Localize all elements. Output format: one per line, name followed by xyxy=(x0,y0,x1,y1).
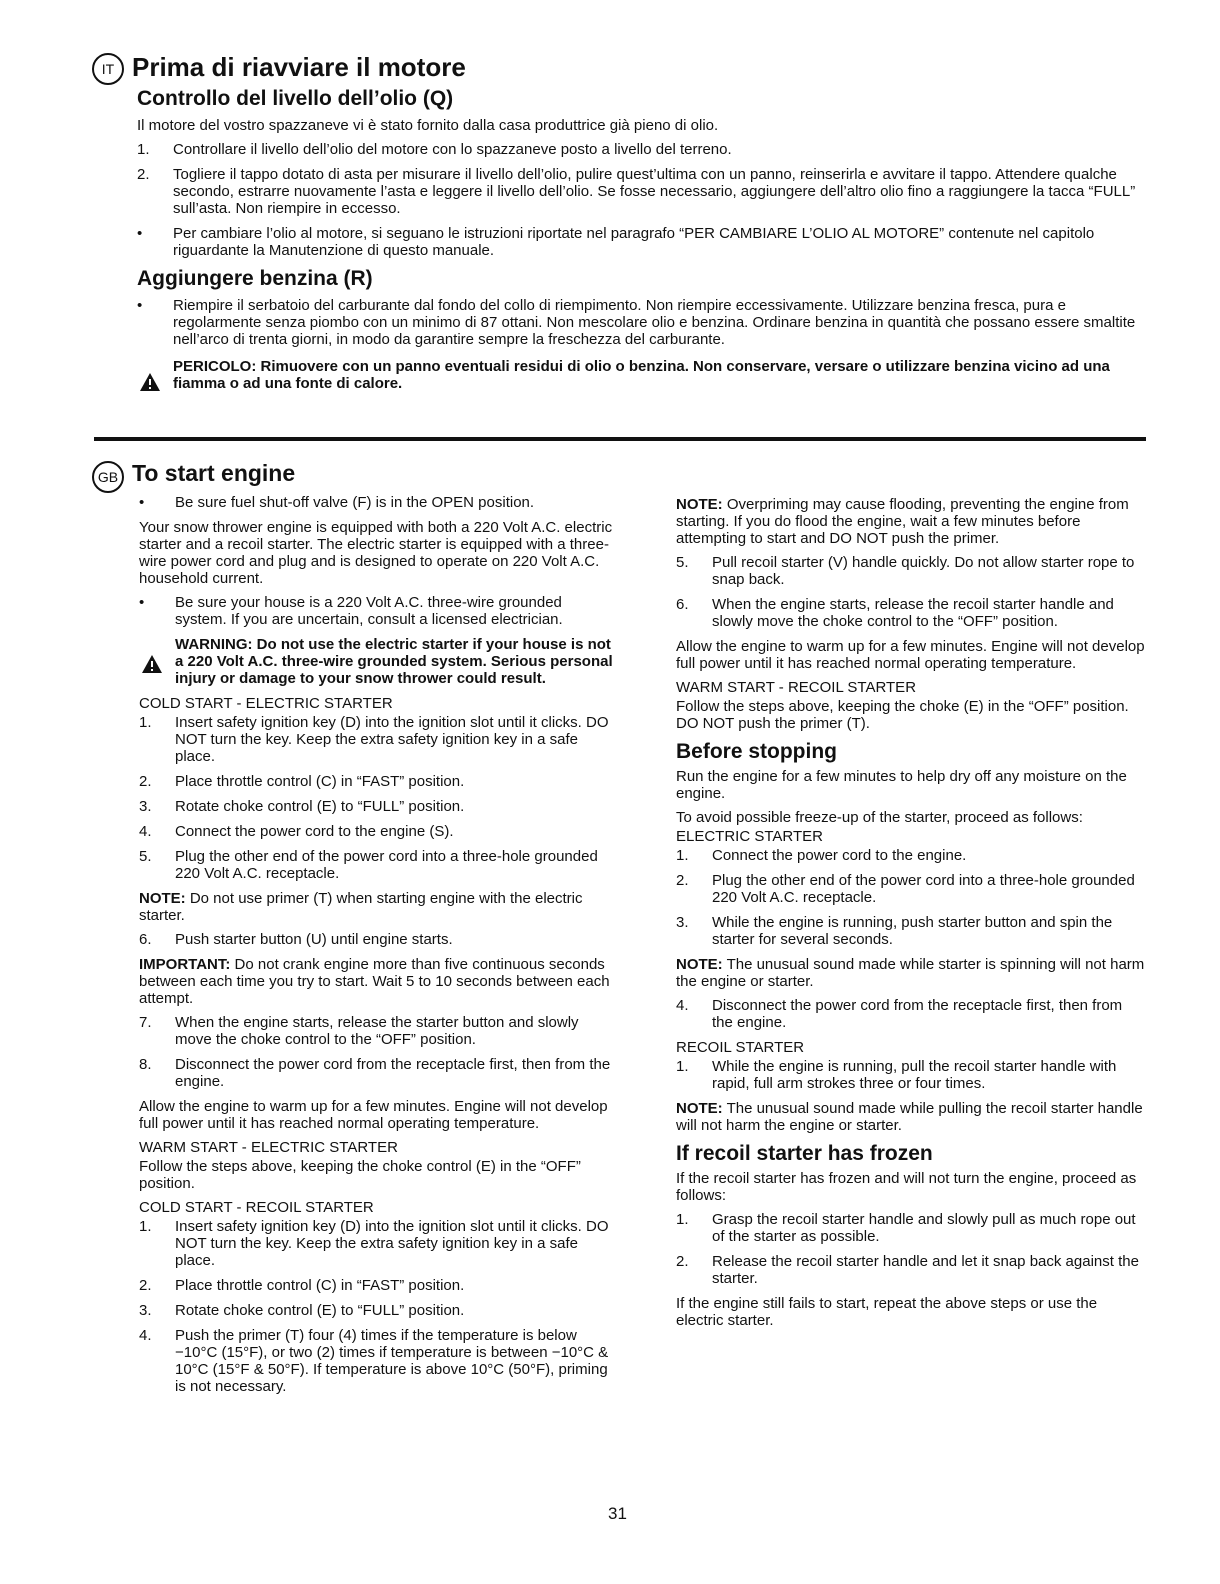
list-item: 4. Push the primer (T) four (4) times if the temperature is below −10°C (15°F), or two (2) times if temperature is between −10°C & 10°C (15°F & 50°F). If temperature is above 10°C (50°F), priming is not necessary. xyxy=(139,1327,609,1395)
gb-page-title: To start engine xyxy=(132,460,296,486)
cold-start-recoil-steps xyxy=(139,1218,617,1395)
before-stopping-p2: To avoid possible freeze-up of the starter, proceed as follows: xyxy=(676,809,1083,826)
cold-start-electric-steps xyxy=(139,714,617,882)
list-item: 1. Insert safety ignition key (D) into the ignition slot until it clicks. DO NOT turn the key. Keep the extra safety ignition key in a safe place. xyxy=(139,714,609,765)
list-item: 5. Pull recoil starter (V) handle quickly. Do not allow starter rope to snap back. xyxy=(676,554,1135,588)
list-item: 8. Disconnect the power cord from the receptacle first, then from the engine. xyxy=(139,1056,611,1090)
it-fuel-heading: Aggiungere benzina (R) xyxy=(137,267,373,291)
frozen-final: If the engine still fails to start, repeat the above steps or use the electric starter. xyxy=(676,1295,1098,1329)
cold-start-recoil-heading: COLD START - RECOIL STARTER xyxy=(139,1199,374,1216)
list-item: 6. When the engine starts, release the recoil starter handle and slowly move the choke control to the “OFF” position. xyxy=(676,596,1114,630)
it-fuel-bullet: • Riempire il serbatoio del carburante dal fondo del collo di riempimento. Non riempire eccessivamente. Utilizzare benzina fresca, pura e regolarmente senza piombo con un minimo di 87 ottani. Non mescolare olio e benzina. Ordinare benzina in quantità che possano essere smaltite nell’arco di trenta giorni, in modo da garantire sempre la freschezza del carburante. xyxy=(137,297,1136,349)
list-item: 3. Rotate choke control (E) to “FULL” position. xyxy=(139,798,465,815)
gb-right-warmup: Allow the engine to warm up for a few minutes. Engine will not develop full power until it has reached normal operating temperature. xyxy=(676,638,1145,672)
warning-icon xyxy=(139,372,161,396)
list-item: 7. When the engine starts, release the starter button and slowly move the choke control to the “OFF” position. xyxy=(139,1014,579,1048)
gb-title-row xyxy=(92,460,295,493)
frozen-intro: If the recoil starter has frozen and will not turn the engine, proceed as follows: xyxy=(676,1170,1137,1204)
it-oil-intro: Il motore del vostro spazzaneve vi è stato fornito dalla casa produttrice già pieno di olio. xyxy=(137,117,719,135)
before-stopping-heading: Before stopping xyxy=(676,740,837,763)
warm-start-electric-text: Follow the steps above, keeping the choke control (E) in the “OFF” position. xyxy=(139,1158,581,1192)
list-item: 2. Release the recoil starter handle and let it snap back against the starter. xyxy=(676,1253,1139,1287)
recoil-starter-heading: RECOIL STARTER xyxy=(676,1039,805,1056)
list-item: 4. Disconnect the power cord from the receptacle first, then from the engine. xyxy=(676,997,1123,1031)
warm-start-recoil-text: Follow the steps above, keeping the choke (E) in the “OFF” position. DO NOT push the primer (T). xyxy=(676,698,1129,732)
list-item: • Be sure your house is a 220 Volt A.C. three-wire grounded system. If you are uncertain, consult a licensed electrician. xyxy=(139,594,563,628)
gb-intro-paragraph: Your snow thrower engine is equipped with both a 220 Volt A.C. electric starter and a recoil starter. The electric starter is equipped with a three-wire power cord and plug and is designed to operate on 220 Volt A.C. household current. xyxy=(139,519,613,587)
list-item: 2. Togliere il tappo dotato di asta per misurare il livello dell’olio, pulire quest’ultima con un panno, reinserirla e avvitare il tappo. Attendere qualche secondo, estrarre nuovamente l’asta e leggere il livello dell’olio. Se fosse necessario, aggiungere dell’altro olio fino a raggiungere la tacca “FULL” sull’asta. Non riempire in eccesso. xyxy=(137,166,1136,218)
list-item: 1. Controllare il livello dell’olio del motore con lo spazzaneve posto a livello del terreno. xyxy=(137,141,732,159)
electric-starter-heading: ELECTRIC STARTER xyxy=(676,828,823,845)
list-item: 4. Connect the power cord to the engine (S). xyxy=(139,823,454,840)
list-item: 2. Place throttle control (C) in “FAST” position. xyxy=(139,1277,465,1294)
it-oil-heading: Controllo del livello dell’olio (Q) xyxy=(137,87,454,111)
it-oil-steps xyxy=(137,141,1152,259)
list-item: • Be sure fuel shut-off valve (F) is in the OPEN position. xyxy=(139,494,535,511)
list-item: 1. While the engine is running, pull the recoil starter handle with rapid, full arm strokes three or four times. xyxy=(676,1058,1117,1092)
gb-spinning-note: NOTE: The unusual sound made while starter is spinning will not harm the engine or starter. xyxy=(676,956,1145,990)
list-item: 1. Connect the power cord to the engine. xyxy=(676,847,967,864)
list-item: 3. Rotate choke control (E) to “FULL” position. xyxy=(139,1302,465,1319)
list-item: 2. Plug the other end of the power cord into a three-hole grounded 220 Volt A.C. receptacle. xyxy=(676,872,1135,906)
list-item: 1. Insert safety ignition key (D) into the ignition slot until it clicks. DO NOT turn the key. Keep the extra safety ignition key in a safe place. xyxy=(139,1218,609,1269)
gb-warmup-paragraph: Allow the engine to warm up for a few minutes. Engine will not develop full power until it has reached normal operating temperature. xyxy=(139,1098,608,1132)
it-danger-notice: PERICOLO: Rimuovere con un panno eventuali residui di olio o benzina. Non conservare, versare o utilizzare benzina vicino ad una fiamma o ad una fonte di calore. xyxy=(137,358,1152,392)
it-page-title: Prima di riavviare il motore xyxy=(132,52,466,82)
warm-start-electric-heading: WARM START - ELECTRIC STARTER xyxy=(139,1139,398,1156)
warm-start-recoil-heading: WARM START - RECOIL STARTER xyxy=(676,679,917,696)
list-item: • Per cambiare l’olio al motore, si seguano le istruzioni riportate nel paragrafo “PER CAMBIARE L’OLIO AL MOTORE” contenute nel capitolo riguardante la Manutenzione di questo manuale. xyxy=(137,225,1095,260)
frozen-heading: If recoil starter has frozen xyxy=(676,1142,933,1165)
gb-language-badge: GB xyxy=(92,461,124,493)
gb-note-primer: NOTE: Do not use primer (T) when starting engine with the electric starter. xyxy=(139,890,583,924)
gb-recoil-note: NOTE: The unusual sound made while pulling the recoil starter handle will not harm the engine or starter. xyxy=(676,1100,1143,1134)
gb-left-column xyxy=(139,494,617,1403)
page-number: 31 xyxy=(608,1504,627,1523)
italian-section xyxy=(92,52,1152,400)
gb-warning-notice: WARNING: Do not use the electric starter if your house is not a 220 Volt A.C. three-wire grounded system. Serious personal injury or damage to your snow thrower could result. xyxy=(139,636,617,687)
gb-important-note: IMPORTANT: Do not crank engine more than five continuous seconds between each time you try to start. Wait 5 to 10 seconds between each attempt. xyxy=(139,956,610,1007)
warning-icon xyxy=(141,654,163,678)
gb-overpriming-note: NOTE: Overpriming may cause flooding, preventing the engine from starting. If you do flood the engine, wait a few minutes before attempting to start and DO NOT push the primer. xyxy=(676,496,1129,547)
before-stopping-p1: Run the engine for a few minutes to help dry off any moisture on the engine. xyxy=(676,768,1127,802)
list-item: 6. Push starter button (U) until engine starts. xyxy=(139,931,453,948)
gb-right-column xyxy=(676,496,1146,1336)
list-item: 5. Plug the other end of the power cord into a three-hole grounded 220 Volt A.C. receptacle. xyxy=(139,848,598,882)
it-title-row xyxy=(92,52,1152,85)
list-item: 3. While the engine is running, push starter button and spin the starter for several seconds. xyxy=(676,914,1113,948)
cold-start-electric-heading: COLD START - ELECTRIC STARTER xyxy=(139,695,393,712)
list-item: 1. Grasp the recoil starter handle and slowly pull as much rope out of the starter as possible. xyxy=(676,1211,1136,1245)
section-divider xyxy=(94,437,1146,441)
list-item: 2. Place throttle control (C) in “FAST” position. xyxy=(139,773,465,790)
it-language-badge: IT xyxy=(92,53,124,85)
